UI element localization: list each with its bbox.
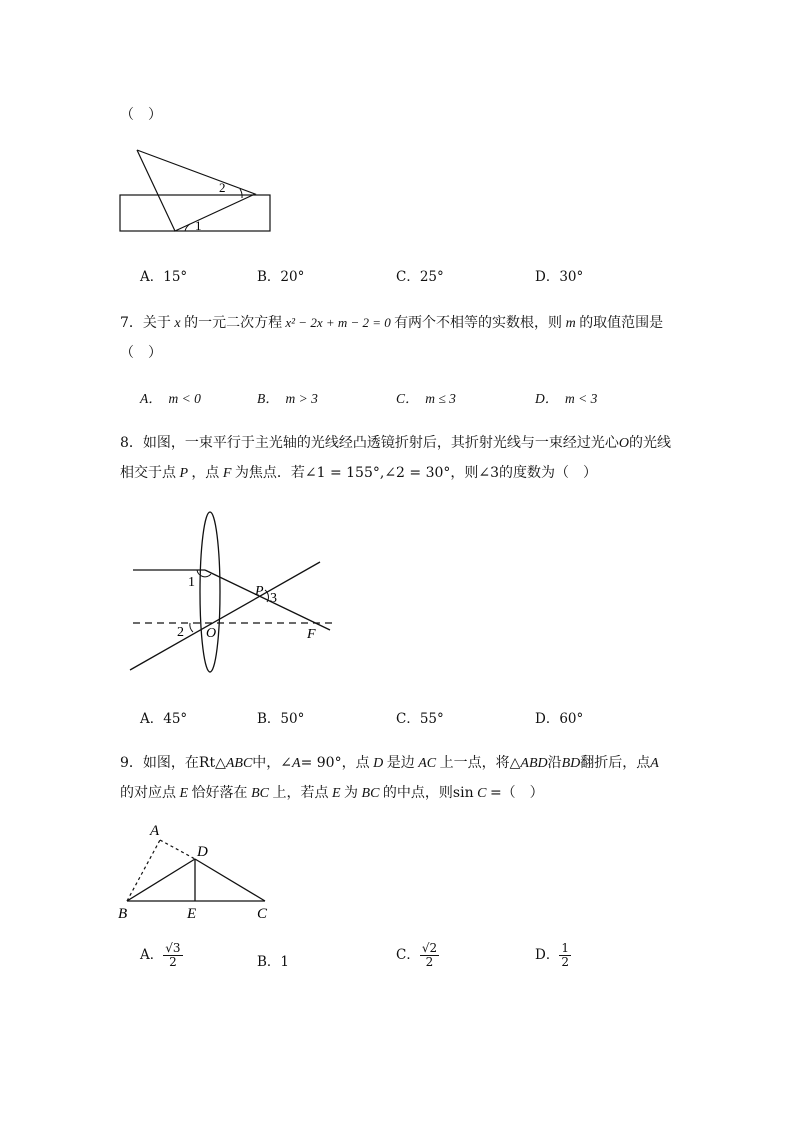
- q6-option-b: B．20°: [257, 269, 305, 285]
- q6-bracket: （ ）: [120, 107, 162, 123]
- q6-angle-1-label: 1: [195, 218, 202, 233]
- q8-lens-figure: [125, 510, 355, 685]
- q9-point-a-label: A: [150, 823, 160, 839]
- q8-option-b: B．50°: [257, 711, 305, 727]
- q8-option-a: A．45°: [140, 711, 188, 727]
- q6-option-c: C．25°: [396, 269, 444, 285]
- q6-option-a: A．15°: [140, 269, 188, 285]
- q8-option-d: D．60°: [535, 711, 584, 727]
- q9-point-c-label: C: [257, 906, 268, 920]
- q9-point-e-label: E: [187, 906, 197, 920]
- q9-option-c: C． $\frac{√2}{2}$: [396, 941, 438, 970]
- q9-option-a: A． $\frac{√3}{2}$: [140, 941, 181, 970]
- q9-question-line1: 9．如图，在Rt△ABC中，∠A= 90°，点 D 是边 AC 上一点，将△ABD沿BD翻折后，点A: [120, 755, 659, 771]
- q7-option-c: C． m ≤ 3: [396, 391, 456, 406]
- q8-question-line1: 8．如图，一束平行于主光轴的光线经凸透镜折射后，其折射光线与一束经过光心O的光线: [120, 435, 672, 451]
- q9-question-line2: 的对应点 E 恰好落在 BC 上，若点 E 为 BC 的中点，则sin C =（ ）: [120, 785, 544, 801]
- q6-angle-2-label: 2: [219, 180, 226, 195]
- q8-option-c: C．55°: [396, 711, 444, 727]
- q8-question-line2: 相交于点 P ，点 F 为焦点．若∠1 = 155°,∠2 = 30°，则∠3的度数为（ ）: [120, 465, 598, 481]
- q6-option-d: D．30°: [535, 269, 584, 285]
- q7-question-line2: （ ）: [120, 345, 162, 361]
- q6-figure: [115, 140, 285, 250]
- q8-angle-3-label: 3: [270, 591, 277, 606]
- q9-triangle-figure: [115, 820, 290, 920]
- q7-option-a: A． m < 0: [140, 391, 201, 406]
- q9-point-d-label: D: [197, 844, 208, 860]
- q8-point-o-label: O: [206, 626, 217, 641]
- q9-option-b: B．1: [257, 954, 290, 970]
- q7-option-b: B． m > 3: [257, 391, 318, 406]
- q8-angle-1-label: 1: [188, 575, 195, 590]
- q9-point-b-label: B: [118, 906, 128, 920]
- q8-point-f-label: F: [307, 627, 316, 642]
- q7-question-line1: 7．关于 x 的一元二次方程 x² − 2x + m − 2 = 0 有两个不相等的实数根，则 m 的取值范围是: [120, 315, 664, 331]
- q9-option-d: D． $\frac{1}{2}$: [535, 941, 569, 970]
- q8-point-p-label: P: [255, 584, 264, 599]
- q8-angle-2-label: 2: [177, 625, 184, 640]
- q7-option-d: D． m < 3: [535, 391, 598, 406]
